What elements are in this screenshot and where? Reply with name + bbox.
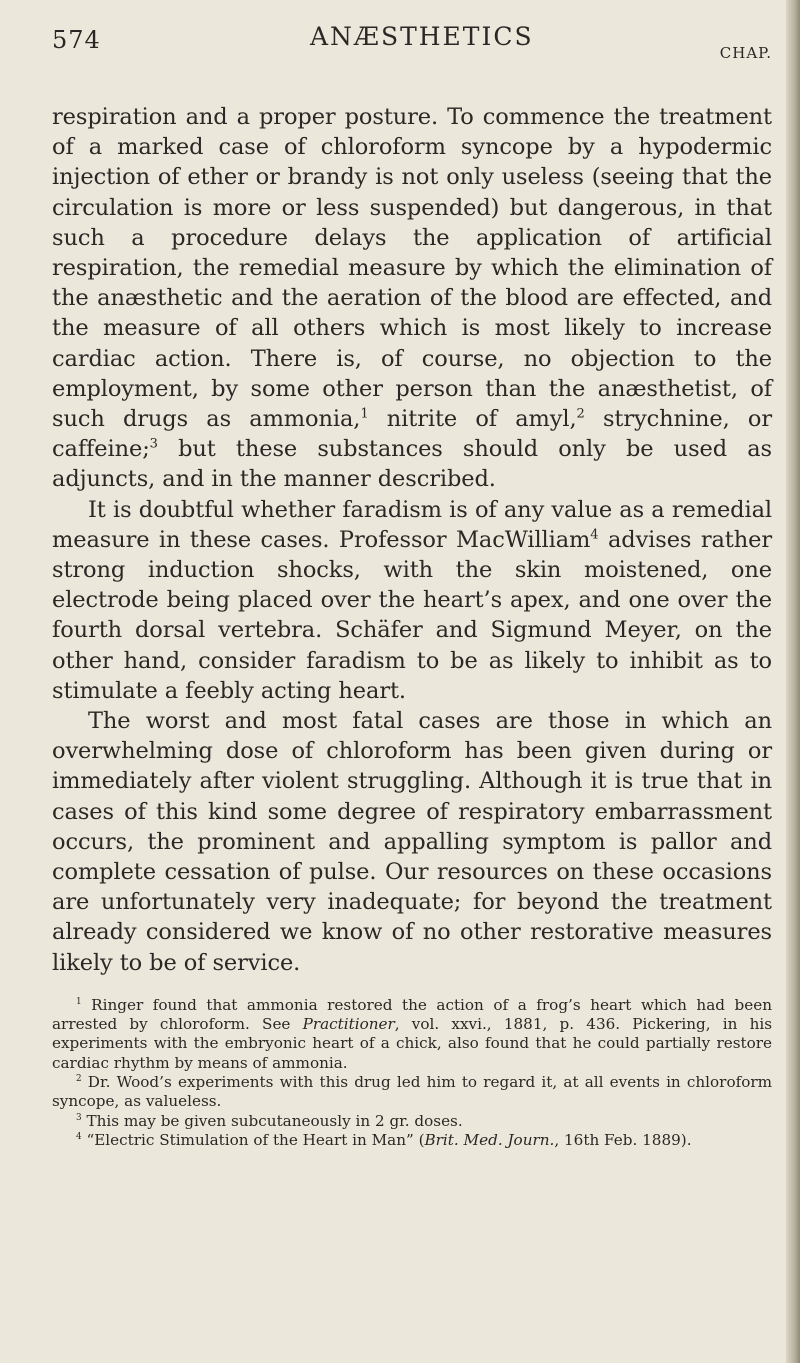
- footnote: [52, 1073, 772, 1112]
- footnote-italic: Brit. Med. Journ.: [424, 1130, 555, 1149]
- footnote-ref: 4: [590, 527, 599, 543]
- paragraph: [52, 495, 772, 706]
- footnote-ref: 1: [360, 406, 369, 422]
- footnote-ref: 2: [576, 406, 585, 422]
- footnote-text: Ringer found that ammonia restored the action of a frog’s heart which had been arrested by chloroform. See: [52, 995, 772, 1034]
- paragraph-text: It is doubtful whether faradism is of any value as a remedial measure in these cases. Professor MacWilliam: [52, 496, 772, 553]
- paragraph-text: advises rather strong induction shocks, with the skin moistened, one electrode being placed over the heart’s apex, and one over the fourth dorsal vertebra. Schäfer and Sigmund Meyer, on the other hand, consider faradism to be as likely to inhibit as to stimulate a feebly acting heart.: [52, 526, 773, 704]
- footnote: [52, 1131, 772, 1150]
- footnote-italic: Practitioner: [302, 1015, 395, 1034]
- paragraph-text: respiration and a proper posture. To commence the treatment of a marked case of chloroform syncope by a hypodermic injection of ether or brandy is not only useless (seeing that the circulation is more or less suspended) but dangerous, in that such a procedure delays the application of artificial respiration, the remedial measure by which the elimination of the anæsthetic and the aeration of the blood are effected, and the measure of all others which is most likely to increase cardiac action. There is, of course, no objection to the employment, by some other person than the anæsthetist, of such drugs as ammonia,: [52, 104, 772, 433]
- chapter-label: CHAP.: [719, 44, 772, 62]
- paragraph-text: nitrite of amyl,: [368, 406, 577, 433]
- footnote-marker: 3: [76, 1112, 82, 1123]
- book-page: [52, 22, 772, 1150]
- paragraph-text: The worst and most fatal cases are those in which an overwhelming dose of chloroform has been given during or immediately after violent struggling. Although it is true that in cases of this kind some degree of respiratory embarrassment occurs, the prominent and appalling symptom is pallor and complete cessation of pulse. Our resources on these occasions are unfortunately very inadequate; for beyond the treatment already considered we know of no other restorative measures likely to be of service.: [52, 708, 772, 976]
- footnotes: [52, 996, 772, 1150]
- page-header: [52, 22, 772, 62]
- paragraph: [52, 102, 772, 495]
- footnote-text: , 16th Feb. 1889).: [554, 1130, 692, 1149]
- page-edge-shadow: [786, 0, 800, 1363]
- paragraph-text: strychnine, or caffeine;: [52, 406, 772, 463]
- footnote-text: Dr. Wood’s experiments with this drug led him to regard it, at all events in chloroform syncope, as valueless.: [52, 1073, 773, 1111]
- running-head: ANÆSTHETICS: [310, 22, 534, 51]
- footnote-ref: 3: [149, 436, 158, 452]
- footnote-marker: 1: [76, 996, 82, 1007]
- footnote-text: This may be given subcutaneously in 2 gr. doses.: [86, 1111, 463, 1130]
- footnote-text: , vol. xxvi., 1881, p. 436. Pickering, in his experiments with the embryonic heart of a chick, also found that he could partially restore cardiac rhythm by means of ammonia.: [52, 1015, 773, 1072]
- paragraph: [52, 706, 772, 978]
- body-text: [52, 102, 772, 978]
- page-number: 574: [52, 26, 101, 54]
- footnote-marker: 2: [76, 1074, 82, 1085]
- footnote: [52, 1112, 772, 1131]
- footnote-marker: 4: [76, 1131, 82, 1142]
- footnote-text: “Electric Stimulation of the Heart in Man” (: [86, 1130, 425, 1149]
- footnote: [52, 996, 772, 1073]
- paragraph-text: but these substances should only be used as adjuncts, and in the manner described.: [52, 436, 772, 493]
